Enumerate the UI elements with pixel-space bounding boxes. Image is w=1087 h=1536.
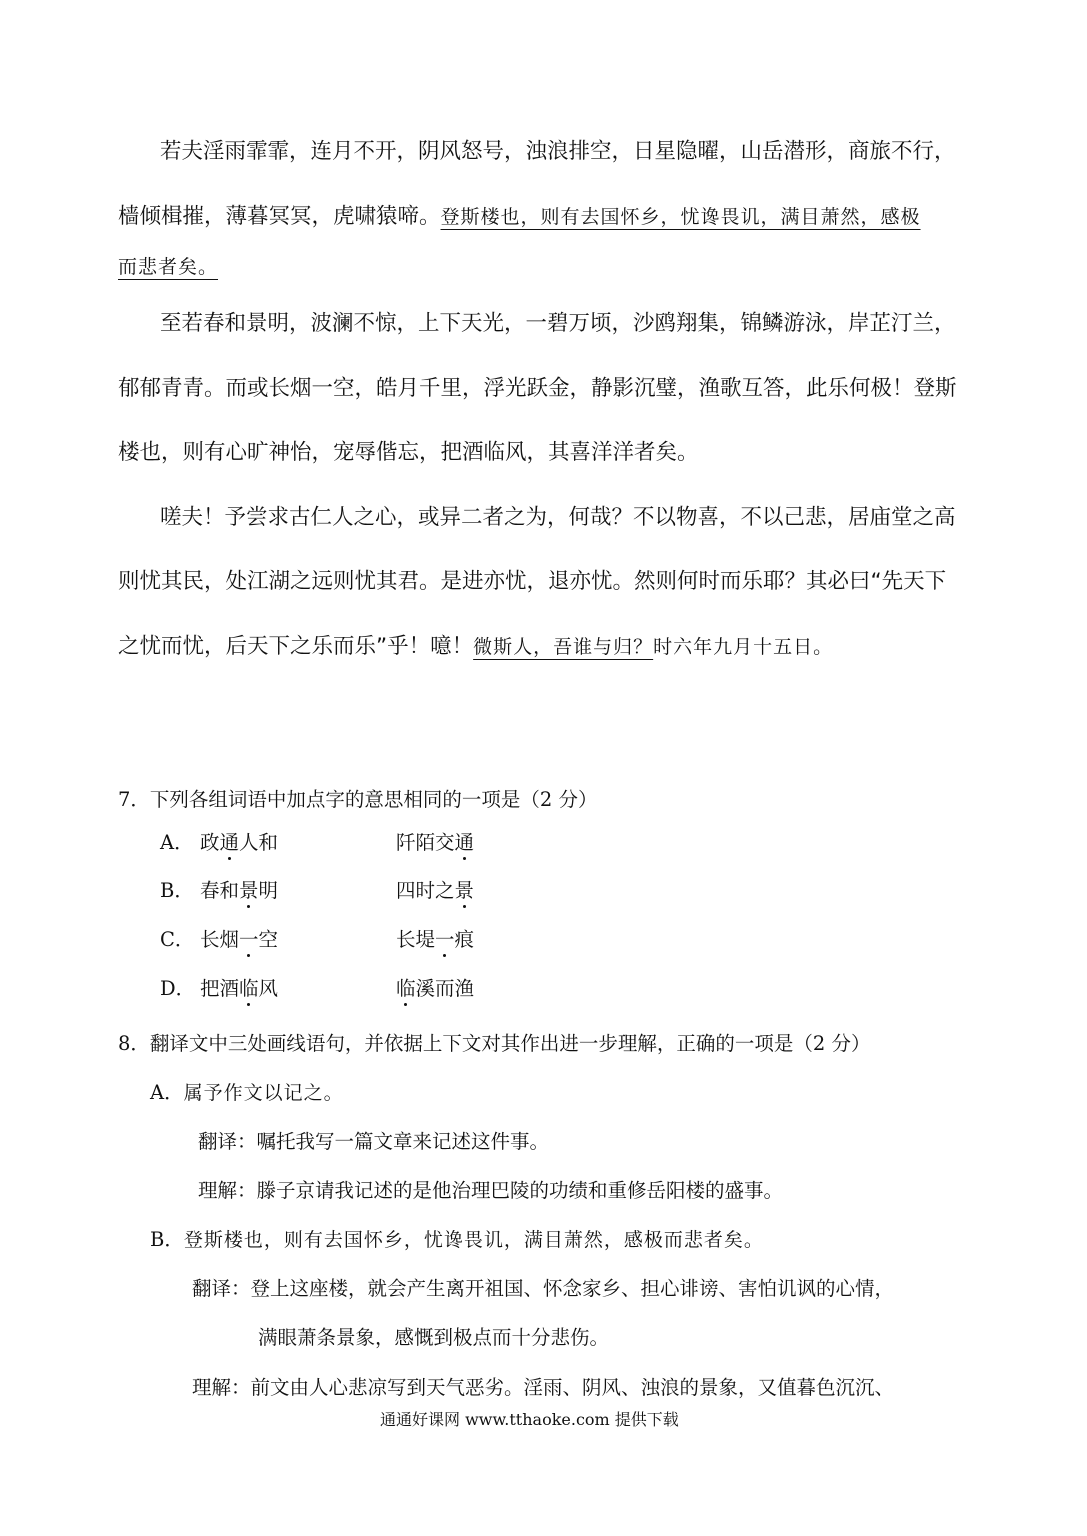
q8-a-translation: 翻译：嘱托我写一篇文章来记述这件事。 [198,1130,550,1153]
passage-text: 之忧而忧，后天下之乐而乐”乎！噫！ [118,634,474,659]
q8-a-understanding: 理解：滕子京请我记述的是他治理巴陵的功绩和重修岳阳楼的盛事。 [198,1179,784,1202]
dotted-char: 通 [454,831,475,854]
q7-option-d-left: 把酒临风 [200,977,279,1000]
passage-line: 郁郁青青。而或长烟一空，皓月千里，浮光跃金，静影沉璧，渔歌互答，此乐何极！登斯 [118,376,957,401]
option-text: 登斯楼也，则有去国怀乡，忧谗畏讥，满目萧然，感极而悲者矣。 [183,1229,764,1251]
underlined-sentence: 微斯人，吾谁与归？ [473,636,654,658]
q7-option-a-label: A． [160,831,194,854]
underlined-sentence: 登斯楼也，则有去国怀乡，忧谗畏讥，满目萧然，感极 [440,206,921,228]
dotted-char: 临 [239,977,259,1000]
q8-b-translation: 翻译：登上这座楼，就会产生离开祖国、怀念家乡、担心诽谤、害怕讥讽的心情， [192,1277,895,1300]
q7-option-a-left: 政通人和 [200,831,279,854]
q7-option-a-right: 阡陌交通 [396,831,475,854]
passage-date: 时六年九月十五日。 [653,636,834,658]
passage-line: 若夫淫雨霏霏，连月不开，阴风怒号，浊浪排空，日星隐曜，山岳潜形，商旅不行， [160,139,956,164]
dotted-char: 景 [239,879,259,902]
passage-line [118,206,921,228]
dotted-char: 景 [454,879,475,902]
passage-line: 楼也，则有心旷神怡，宠辱偕忘，把酒临风，其喜洋洋者矣。 [118,440,699,465]
passage-line: 至若春和景明，波澜不惊，上下天光，一碧万顷，沙鸥翔集，锦鳞游泳，岸芷汀兰， [160,311,956,336]
q7-option-b-right: 四时之景 [396,879,475,902]
q7-option-c-right: 长堤一痕 [396,928,475,951]
page-footer: 通通好课网 www.tthaoke.com 提供下载 [380,1410,679,1429]
q7-option-b-left: 春和景明 [200,879,279,902]
q7-option-d-right: 临溪而渔 [396,977,475,1000]
option-label: A． [150,1081,184,1104]
q7-option-c-left: 长烟一空 [200,928,279,951]
q7-option-d-label: D． [160,977,196,1000]
question-7-stem: 7．下列各组词语中加点字的意思相同的一项是（2 分） [118,788,598,811]
dotted-char: 一 [435,928,455,951]
passage-line: 则忧其民，处江湖之远则忧其君。是进亦忧，退亦忧。然则何时而乐耶？其必曰“先天下 [118,569,947,594]
option-label: B． [150,1228,184,1251]
q8-b-understanding: 理解：前文由人心悲凉写到天气恶劣。淫雨、阴风、浊浪的景象，又值暮色沉沉、 [192,1376,895,1399]
option-text: 属予作文以记之。 [183,1082,344,1104]
question-8-stem: 8．翻译文中三处画线语句，并依据上下文对其作出进一步理解，正确的一项是（2 分） [118,1032,871,1055]
dotted-char: 一 [239,928,259,951]
q8-b-translation-cont: 满眼萧条景象，感慨到极点而十分悲伤。 [258,1326,610,1349]
dotted-char: 通 [219,831,240,854]
passage-line: 嗟夫！予尝求古仁人之心，或异二者之为，何哉？不以物喜，不以己悲，居庙堂之高 [160,505,956,530]
q8-option-b [150,1230,764,1250]
q8-option-a [150,1083,344,1103]
passage-line [118,636,833,658]
underlined-sentence: 而悲者矣。 [118,256,219,278]
q7-option-c-label: C． [160,928,195,951]
dotted-char: 临 [396,977,416,1000]
q7-option-b-label: B． [160,879,194,902]
passage-text: 樯倾楫摧，薄暮冥冥，虎啸猿啼。 [118,204,441,229]
